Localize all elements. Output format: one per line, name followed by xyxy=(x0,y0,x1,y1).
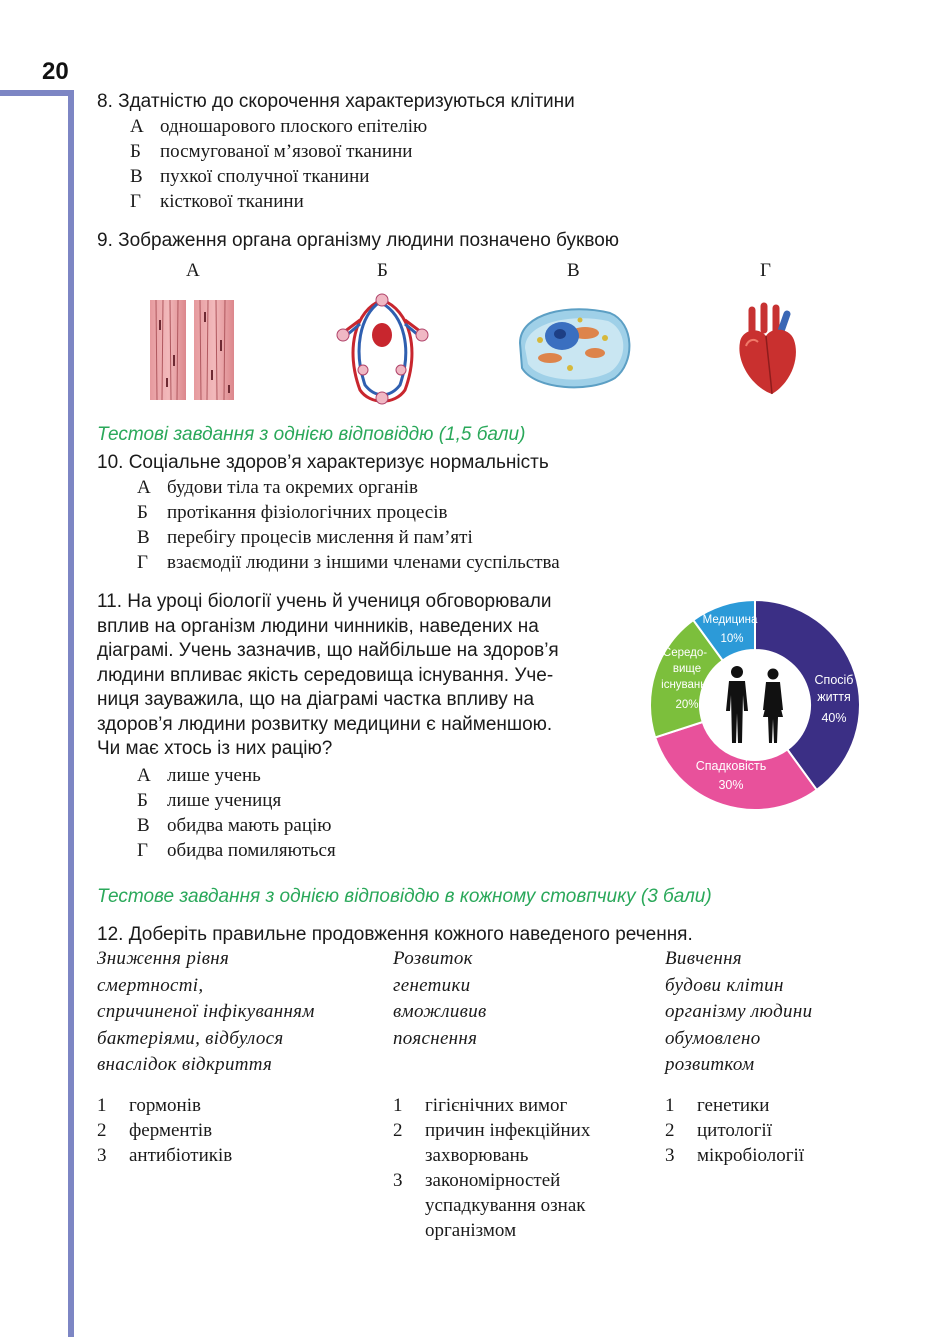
q11-line: здоров’я людини розвитку медицини є найменшою. xyxy=(97,713,553,735)
option-letter: А xyxy=(137,765,151,786)
option-number: 1 xyxy=(665,1095,675,1116)
column-stem-line: бактеріями, відбулося xyxy=(97,1027,284,1049)
option-text: будови тіла та окремих органів xyxy=(167,477,419,498)
option-text: генетики xyxy=(697,1095,770,1116)
column-stem-line: внаслідок відкриття xyxy=(97,1054,273,1075)
option-letter: Г xyxy=(137,840,148,861)
option-number: 1 xyxy=(97,1095,107,1116)
option-text: закономірностей xyxy=(425,1170,561,1191)
column-stem-line: Розвиток xyxy=(393,948,473,969)
column-3-stem xyxy=(665,946,812,1079)
slice-value-lifestyle: 40% xyxy=(821,711,847,725)
column-2-option-2[interactable] xyxy=(393,1118,590,1168)
column-1-stem xyxy=(97,946,315,1079)
q8-option-c[interactable] xyxy=(130,164,369,189)
q10-option-c[interactable] xyxy=(137,525,473,550)
option-letter: Б xyxy=(137,790,148,811)
q8-option-a[interactable] xyxy=(130,114,427,139)
q10-option-b[interactable] xyxy=(137,500,447,525)
slice-value-environment: 20% xyxy=(675,699,699,711)
option-text: взаємодії людини з іншими членами суспільства xyxy=(167,552,560,573)
option-letter: А xyxy=(130,116,144,137)
option-number: 3 xyxy=(665,1145,675,1166)
image-label-a: А xyxy=(186,260,200,281)
option-letter: В xyxy=(137,527,150,548)
option-text: одношарового плоского епітелію xyxy=(160,116,428,137)
slice-label-heredity: Спадковість xyxy=(695,759,767,773)
section-title-single-answer: Тестові завдання з однією відповіддю (1,5 бали) xyxy=(97,424,526,445)
option-number: 1 xyxy=(393,1095,403,1116)
circulatory-system-image[interactable] xyxy=(335,290,430,410)
column-3-option-3[interactable] xyxy=(665,1143,804,1168)
page-number: 20 xyxy=(42,58,69,85)
column-stem-line: генетики xyxy=(393,974,471,996)
donut-hole xyxy=(700,650,810,760)
column-3-option-2[interactable] xyxy=(665,1118,772,1143)
cell-image[interactable] xyxy=(510,298,640,393)
q8-option-d[interactable] xyxy=(130,189,304,214)
slice-value-medicine: 10% xyxy=(720,633,744,645)
slice-label-medicine: Медицина xyxy=(702,614,758,626)
image-label-d: Г xyxy=(760,260,771,281)
column-stem-line: спричиненої інфікуванням xyxy=(97,1001,315,1022)
option-text: причин інфекційних xyxy=(425,1120,591,1141)
option-number: 2 xyxy=(393,1120,403,1141)
option-text: цитології xyxy=(697,1120,772,1141)
q11-line: людини впливає якість середовища існування. Уче- xyxy=(97,664,554,686)
q11-option-b[interactable] xyxy=(137,788,281,813)
option-number: 2 xyxy=(665,1120,675,1141)
option-text: обидва мають рацію xyxy=(167,815,332,836)
column-stem-line: обумовлено xyxy=(665,1027,761,1049)
option-letter: Б xyxy=(137,502,148,523)
image-label-c: В xyxy=(567,260,580,281)
column-stem-line: розвитком xyxy=(665,1054,755,1075)
column-2-stem xyxy=(393,946,487,1052)
column-stem-line: організму людини xyxy=(665,1001,813,1022)
option-text: перебігу процесів мислення й пам’яті xyxy=(167,527,473,548)
slice-label-environment: існування xyxy=(661,679,713,691)
image-label-b: Б xyxy=(377,260,388,281)
question-12: 12. Доберіть правильне продовження кожного наведеного речення. xyxy=(97,924,693,945)
option-number: 3 xyxy=(393,1170,403,1191)
slice-label-lifestyle: Спосіб xyxy=(814,673,854,687)
q10-option-d[interactable] xyxy=(137,550,560,575)
option-text: пухкої сполучної тканини xyxy=(160,166,370,187)
column-stem-line: пояснення xyxy=(393,1027,478,1049)
slice-label-environment: вище xyxy=(672,663,702,675)
option-text: успадкування ознак xyxy=(425,1195,586,1216)
option-letter: Г xyxy=(130,191,141,212)
column-stem-line: будови клітин xyxy=(665,974,784,996)
option-text: гігієнічних вимог xyxy=(425,1095,568,1116)
column-stem-line: вможливив xyxy=(393,1001,487,1022)
health-factors-donut-chart xyxy=(645,595,865,815)
margin-bar-vertical xyxy=(68,90,74,1337)
q11-option-d[interactable] xyxy=(137,838,336,863)
option-letter: В xyxy=(130,166,143,187)
q11-line: Чи має хтось із них рацію? xyxy=(97,738,333,759)
column-1-option-1[interactable] xyxy=(97,1093,201,1118)
option-number: 3 xyxy=(97,1145,107,1166)
column-stem-line: Вивчення xyxy=(665,948,742,969)
q8-option-b[interactable] xyxy=(130,139,412,164)
column-2-option-1[interactable] xyxy=(393,1093,567,1118)
question-10: 10. Соціальне здоров’я характеризує нормальність xyxy=(97,452,549,473)
option-text: протікання фізіологічних процесів xyxy=(167,502,448,523)
option-text: лише учениця xyxy=(167,790,282,811)
option-text: кісткової тканини xyxy=(160,191,304,212)
option-letter: А xyxy=(137,477,151,498)
option-letter: Б xyxy=(130,141,141,162)
column-1-option-3[interactable] xyxy=(97,1143,232,1168)
column-2-option-3[interactable] xyxy=(393,1168,585,1243)
q11-line: вплив на організм людини чинників, наведених на xyxy=(97,615,539,637)
section-title-column-matching: Тестове завдання з однією відповіддю в кожному стовпчику (3 бали) xyxy=(97,886,712,907)
question-9: 9. Зображення органа організму людини позначено буквою xyxy=(97,230,620,251)
margin-bar xyxy=(0,90,74,96)
slice-value-heredity: 30% xyxy=(718,778,744,792)
option-text: лише учень xyxy=(167,765,261,786)
q11-option-c[interactable] xyxy=(137,813,331,838)
q11-line: 11. На уроці біології учень й учениця обговорювали xyxy=(97,591,552,612)
option-number: 2 xyxy=(97,1120,107,1141)
question-11 xyxy=(97,590,627,762)
q11-line: діаграмі. Учень зазначив, що найбільше на здоров’я xyxy=(97,640,559,661)
option-text: ферментів xyxy=(129,1120,213,1141)
q10-option-a[interactable] xyxy=(137,475,418,500)
option-text: організмом xyxy=(425,1220,517,1241)
column-stem-line: Зниження рівня xyxy=(97,948,230,969)
option-text: антибіотиків xyxy=(129,1145,233,1166)
slice-label-lifestyle: життя xyxy=(817,690,851,704)
option-text: посмугованої м’язової тканини xyxy=(160,141,413,162)
q11-option-a[interactable] xyxy=(137,763,261,788)
option-text: обидва помиляються xyxy=(167,840,336,861)
option-text: захворювань xyxy=(425,1145,529,1166)
heart-image[interactable] xyxy=(732,302,802,397)
column-stem-line: смертності, xyxy=(97,974,204,996)
column-1-option-2[interactable] xyxy=(97,1118,212,1143)
option-letter: Г xyxy=(137,552,148,573)
column-3-option-1[interactable] xyxy=(665,1093,769,1118)
muscle-tissue-image[interactable] xyxy=(148,300,238,400)
question-8: 8. Здатністю до скорочення характеризуються клітини xyxy=(97,91,575,112)
q11-line: ниця зауважила, що на діаграмі частка впливу на xyxy=(97,689,535,710)
slice-label-environment: Середо- xyxy=(662,647,708,659)
option-letter: В xyxy=(137,815,150,836)
option-text: мікробіології xyxy=(697,1145,805,1166)
option-text: гормонів xyxy=(129,1095,201,1116)
